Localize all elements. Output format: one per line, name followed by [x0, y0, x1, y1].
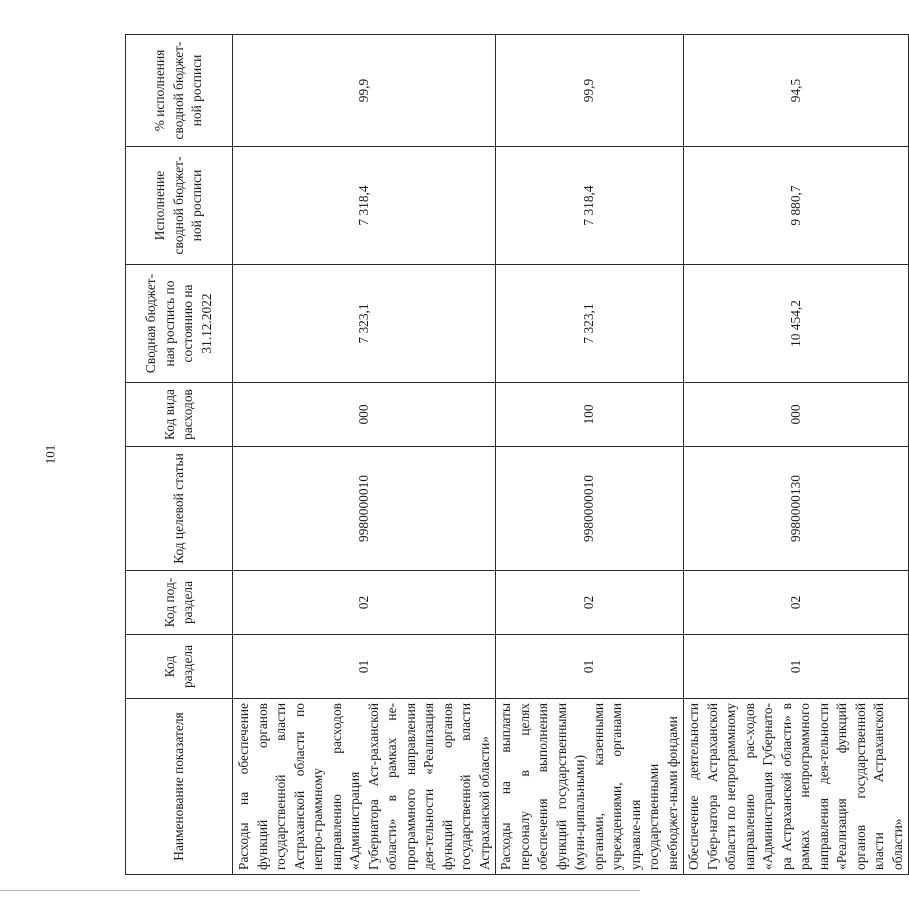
- header-section-code: Код раздела: [126, 635, 233, 699]
- header-indicator-name: Наименование показателя: [126, 699, 233, 875]
- table-header-row: [126, 35, 233, 875]
- row-indicator-name: Обеспечение деятельности Губер-натора Астраханской области по непрограммному направлению рас-ходов «Администрация Губернато-ра Астраханской области» в рамках непрограммного направления дея-тельности «Реализация функций органов государственной власти Астраханской области»: [684, 699, 909, 875]
- row-section-code: 01: [684, 635, 909, 699]
- table-row: [684, 35, 909, 875]
- header-budget-execution: Исполнение сводной бюджет-ной росписи: [126, 147, 233, 265]
- header-subsection-code: Код под-раздела: [126, 571, 233, 635]
- page-number: 101: [42, 444, 58, 465]
- row-subsection-code: 02: [684, 571, 909, 635]
- row-target-code: 9980000130: [684, 447, 909, 571]
- row-target-code: 9980000010: [496, 447, 684, 571]
- row-execution-percent: 99,9: [496, 35, 684, 147]
- rotated-page-content: [125, 35, 905, 875]
- row-execution-percent: 99,9: [233, 35, 496, 147]
- budget-execution-table: [125, 34, 909, 875]
- row-expense-type-code: 100: [496, 383, 684, 447]
- table-row: [233, 35, 496, 875]
- row-indicator-name: Расходы на выплаты персоналу в целях обеспечения выполнения функций государственными (муни-ципальными) органами, казенными учреждениями, органами управле-ния государственными внебюджет-ными фондами: [496, 699, 684, 875]
- row-target-code: 9980000010: [233, 447, 496, 571]
- row-budget-execution: 7 318,4: [233, 147, 496, 265]
- row-budget-execution: 7 318,4: [496, 147, 684, 265]
- row-subsection-code: 02: [233, 571, 496, 635]
- row-indicator-name: Расходы на обеспечение функций органов государственной власти Астраханской области по непро-граммному направлению расходов «Администрация Губернатора Аст-раханской области» в рамках не-программного направления дея-тельности «Реализация функций органов государственной власти Астраханской области»: [233, 699, 496, 875]
- header-expense-type-code: Код вида расходов: [126, 383, 233, 447]
- row-expense-type-code: 000: [233, 383, 496, 447]
- row-budget-execution: 9 880,7: [684, 147, 909, 265]
- row-section-code: 01: [233, 635, 496, 699]
- header-budget-plan: Сводная бюджет-ная роспись по состоянию на 31.12.2022: [126, 265, 233, 383]
- row-execution-percent: 94,5: [684, 35, 909, 147]
- row-budget-plan: 7 323,1: [233, 265, 496, 383]
- header-target-code: Код целевой статьи: [126, 447, 233, 571]
- scan-edge-line: [0, 890, 640, 891]
- header-execution-percent: % исполнения сводной бюджет-ной росписи: [126, 35, 233, 147]
- row-budget-plan: 7 323,1: [496, 265, 684, 383]
- table-row: [496, 35, 684, 875]
- row-section-code: 01: [496, 635, 684, 699]
- row-budget-plan: 10 454,2: [684, 265, 909, 383]
- row-expense-type-code: 000: [684, 383, 909, 447]
- row-subsection-code: 02: [496, 571, 684, 635]
